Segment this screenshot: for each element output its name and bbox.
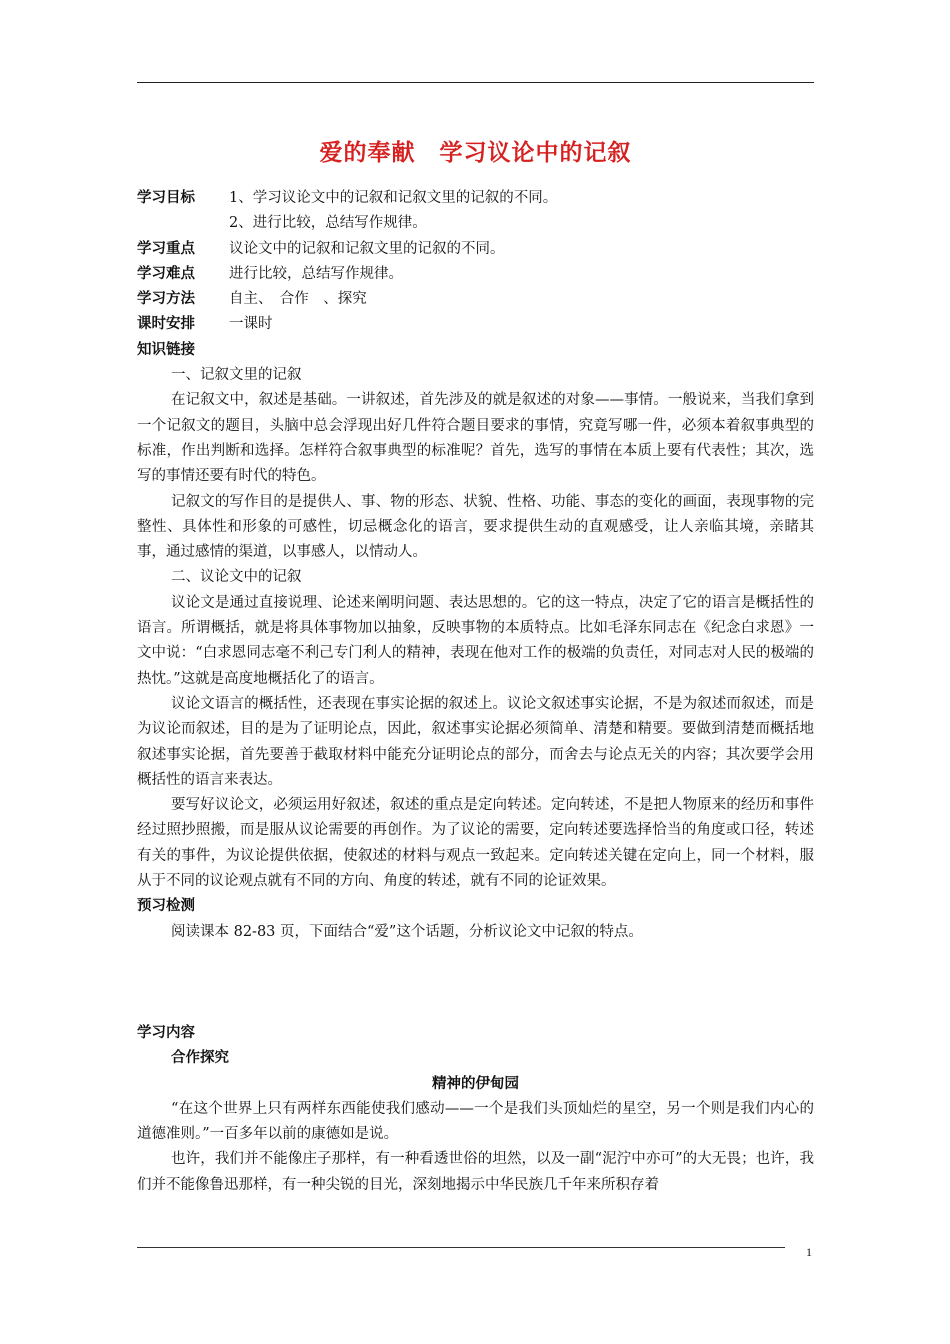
focus-label: 学习重点 [137, 240, 195, 257]
study-heading: 学习内容 [137, 1024, 195, 1041]
section-1-paragraph-1: 在记叙文中，叙述是基础。一讲叙述，首先涉及的就是叙述的对象——事情。一般说来，当我们拿到一个记叙文的题目，头脑中总会浮现出好几件符合题目要求的事情，究竟写哪一件，必须本着叙事典型的标准，作出判断和选择。怎样符合叙事典型的标准呢？首先，选写的事情在本质上要有代表性；其次，选写的事情还要有时代的特色。 [137, 392, 814, 485]
page-number: 1 [806, 1245, 812, 1259]
preview-text: 阅读课本 82-83 页，下面结合“爱”这个话题，分析议论文中记叙的特点。 [171, 923, 643, 940]
objectives-label: 学习目标 [137, 190, 195, 206]
section-2-title: 二、议论文中的记叙 [171, 569, 302, 586]
article-paragraph-1: “在这个世界上只有两样东西能使我们感动——一个是我们头顶灿烂的星空，另一个则是我们内心的道德准则。”一百多年以前的康德如是说。 [137, 1100, 814, 1143]
section-2-paragraph-3: 要写好议论文，必须运用好叙述，叙述的重点是定向转述。定向转述，不是把人物原来的经历和事件经过照抄照搬，而是服从议论需要的再创作。为了议论的需要，定向转述要选择恰当的角度或口径，转述有关的事件，为议论提供依据，使叙述的材料与观点一致起来。定向转述关键在定向上，同一个材料，服从于不同的议论观点就有不同的方向、角度的转述，就有不同的论证效果。 [137, 797, 814, 890]
objectives-row [137, 186, 814, 211]
footer-rule [137, 1247, 785, 1248]
article-title: 精神的伊甸园 [432, 1075, 519, 1092]
schedule-value: 一课时 [229, 316, 273, 333]
section-2-paragraph-2: 议论文语言的概括性，还表现在事实论据的叙述上。议论文叙述事实论据，不是为叙述而叙述，而是为议论而叙述，目的是为了证明论点，因此，叙述事实论据必须简单、清楚和精要。要做到清楚而概括地叙述事实论据，首先要善于截取材料中能充分证明论点的部分，而舍去与论点无关的内容；其次要学会用概括性的语言来表达。 [137, 695, 814, 788]
section-1-paragraph-2: 记叙文的写作目的是提供人、事、物的形态、状貌、性格、功能、事态的变化的画面，表现事物的完整性、具体性和形象的可感性，切忌概念化的语言，要求提供生动的直观感受，让人亲临其境，亲睹其事，通过感情的渠道，以事感人，以情动人。 [137, 493, 814, 561]
section-1-title: 一、记叙文里的记叙 [171, 367, 302, 384]
objective-2: 2、进行比较，总结写作规律。 [229, 215, 427, 232]
document-body [137, 186, 814, 1198]
objective-1: 1、学习议论文中的记叙和记叙文里的记叙的不同。 [229, 190, 558, 206]
schedule-label: 课时安排 [137, 316, 195, 333]
header-rule [137, 82, 814, 83]
method-value: 自主、 合作 、探究 [229, 291, 367, 308]
preview-heading: 预习检测 [137, 898, 195, 915]
method-row [137, 287, 814, 312]
difficulty-value: 进行比较，总结写作规律。 [229, 265, 403, 282]
difficulty-label: 学习难点 [137, 265, 195, 282]
method-label: 学习方法 [137, 291, 195, 308]
focus-row [137, 237, 814, 262]
knowledge-heading: 知识链接 [137, 341, 195, 358]
difficulty-row [137, 262, 814, 287]
study-subheading: 合作探究 [171, 1050, 229, 1067]
page-title: 爱的奉献 学习议论中的记叙 [319, 140, 632, 166]
article-paragraph-2: 也许，我们并不能像庄子那样，有一种看透世俗的坦然，以及一副“泥泞中亦可”的大无畏；也许，我们并不能像鲁迅那样，有一种尖锐的目光，深刻地揭示中华民族几千年来所积存着 [137, 1151, 814, 1193]
schedule-row [137, 312, 814, 337]
section-2-paragraph-1: 议论文是通过直接说理、论述来阐明问题、表达思想的。它的这一特点，决定了它的语言是概括性的语言。所谓概括，就是将具体事物加以抽象，反映事物的本质特点。比如毛泽东同志在《纪念白求恩》一文中说：“白求恩同志毫不利己专门利人的精神，表现在他对工作的极端的负责任，对同志对人民的极端的热忱。”这就是高度地概括化了的语言。 [137, 594, 814, 687]
focus-value: 议论文中的记叙和记叙文里的记叙的不同。 [229, 240, 505, 257]
objectives-row-2 [137, 211, 814, 236]
